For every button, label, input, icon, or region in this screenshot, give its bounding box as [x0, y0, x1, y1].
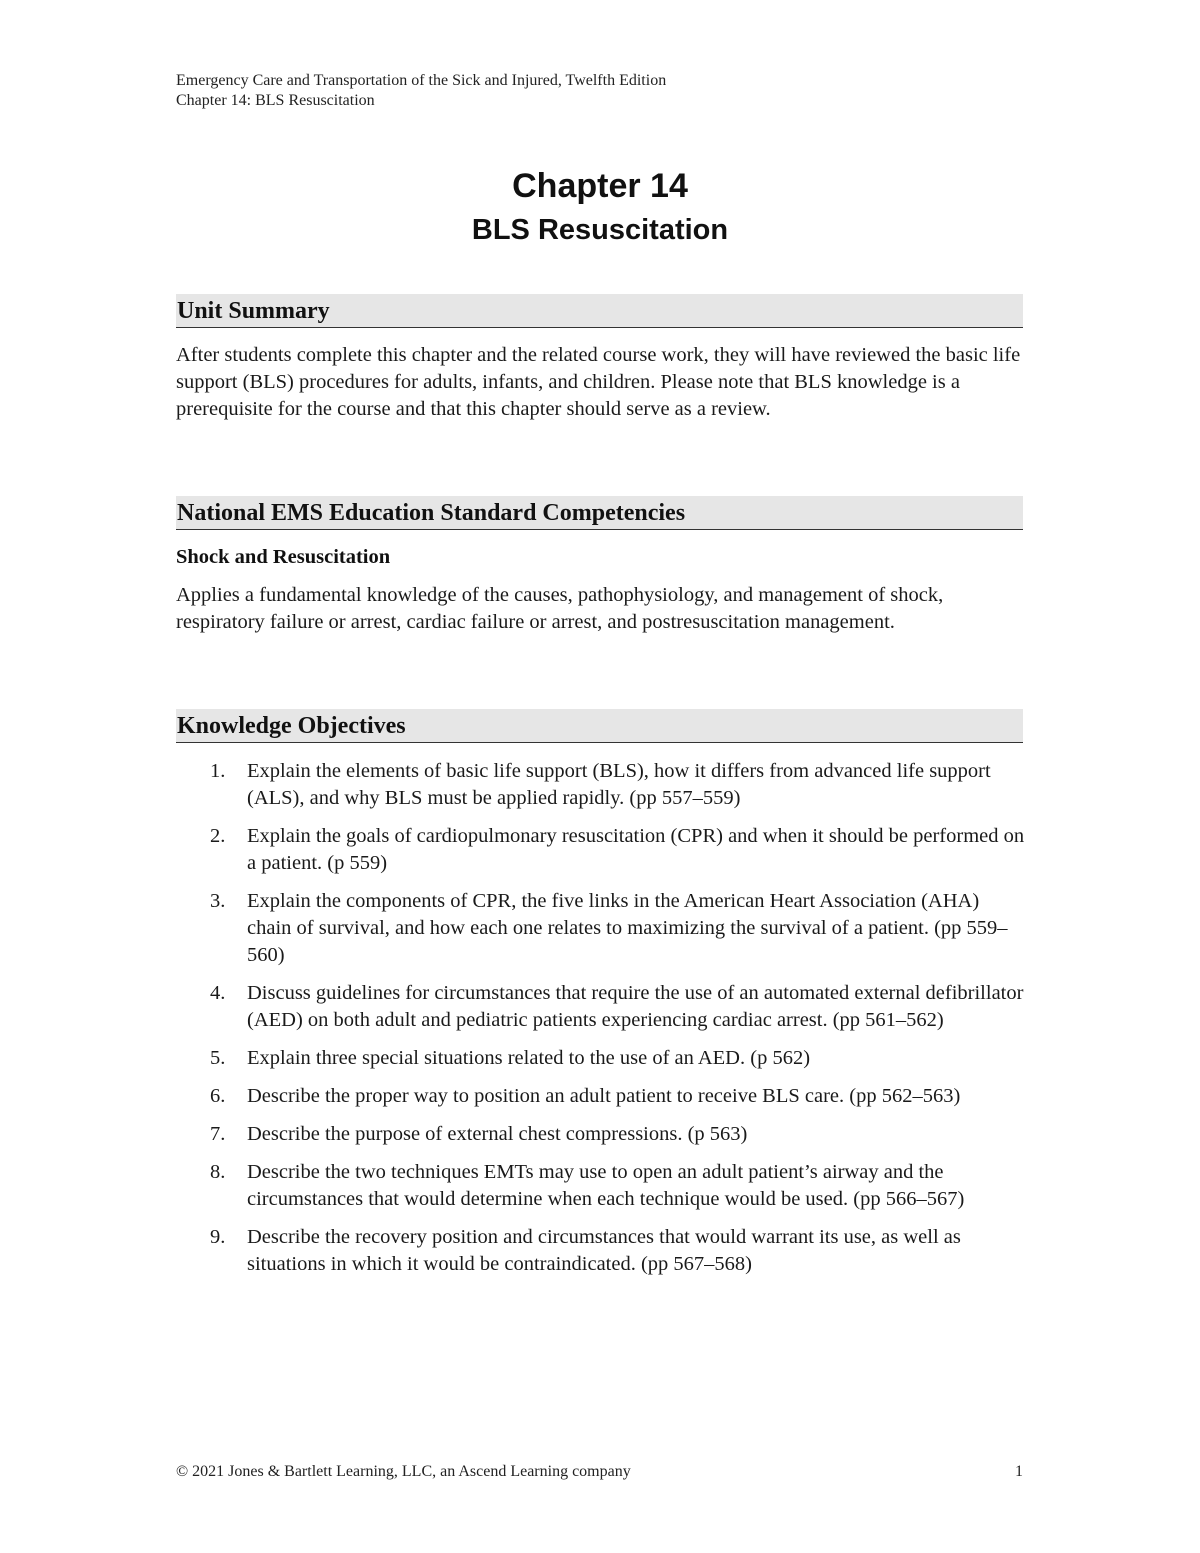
objectives-list [176, 758, 1026, 1289]
title-block [0, 164, 1200, 248]
objective-item [176, 1224, 1026, 1278]
objective-number: 7. [210, 1123, 226, 1145]
objective-number: 2. [210, 825, 226, 847]
objective-item [176, 888, 1026, 969]
objective-number: 5. [210, 1047, 226, 1069]
objective-text: Describe the purpose of external chest compressions. (p 563) [247, 1123, 748, 1145]
objectives-heading: Knowledge Objectives [176, 709, 1023, 743]
footer-copyright: © 2021 Jones & Bartlett Learning, LLC, an Ascend Learning company [176, 1463, 631, 1480]
objective-number: 1. [210, 760, 226, 782]
chapter-title: Chapter 14 [512, 167, 688, 205]
competencies-text: Applies a fundamental knowledge of the causes, pathophysiology, and management of shock, respiratory failure or arrest, cardiac failure or arrest, and postresuscitation management. [176, 584, 944, 633]
objective-item [176, 758, 1026, 812]
objective-number: 3. [210, 890, 226, 912]
unit-summary-heading: Unit Summary [176, 294, 1023, 328]
objective-item [176, 823, 1026, 877]
header-chapter-title: Chapter 14: BLS Resuscitation [176, 92, 375, 109]
objective-text: Explain the elements of basic life support (BLS), how it differs from advanced life support (ALS), and why BLS must be applied rapidly. (pp 557–559) [247, 760, 991, 809]
objective-number: 4. [210, 982, 226, 1004]
objective-item [176, 980, 1026, 1034]
objective-number: 6. [210, 1085, 226, 1107]
header-book-title: Emergency Care and Transportation of the Sick and Injured, Twelfth Edition [176, 72, 667, 89]
objective-number: 9. [210, 1226, 226, 1248]
running-header [176, 71, 666, 111]
page-number: 1 [1015, 1463, 1023, 1480]
objective-text: Describe the two techniques EMTs may use to open an adult patient’s airway and the circumstances that would determine when each technique would be used. (pp 566–567) [247, 1161, 965, 1210]
objective-item [176, 1121, 1026, 1148]
objective-text: Explain three special situations related to the use of an AED. (p 562) [247, 1047, 811, 1069]
chapter-subtitle: BLS Resuscitation [471, 214, 729, 246]
objective-text: Describe the proper way to position an adult patient to receive BLS care. (pp 562–563) [247, 1085, 961, 1107]
objective-text: Describe the recovery position and circumstances that would warrant its use, as well as situations in which it would be contraindicated. (pp 567–568) [247, 1226, 961, 1275]
objective-text: Explain the goals of cardiopulmonary resuscitation (CPR) and when it should be performed on a patient. (p 559) [247, 825, 1025, 874]
competencies-subheading: Shock and Resuscitation [176, 546, 391, 568]
objective-number: 8. [210, 1161, 226, 1183]
objective-item [176, 1045, 1026, 1072]
objective-text: Explain the components of CPR, the five links in the American Heart Association (AHA) chain of survival, and how each one relates to maximizing the survival of a patient. (pp 559–560) [247, 890, 1008, 966]
competencies-heading: National EMS Education Standard Competencies [176, 496, 1023, 530]
objective-item [176, 1083, 1026, 1110]
objective-item [176, 1159, 1026, 1213]
objective-text: Discuss guidelines for circumstances that require the use of an automated external defibrillator (AED) on both adult and pediatric patients experiencing cardiac arrest. (pp 561–562) [247, 982, 1024, 1031]
unit-summary-text: After students complete this chapter and the related course work, they will have reviewed the basic life support (BLS) procedures for adults, infants, and children. Please note that BLS knowledge is a prerequisite for the course and that this chapter should serve as a review. [176, 344, 1021, 420]
